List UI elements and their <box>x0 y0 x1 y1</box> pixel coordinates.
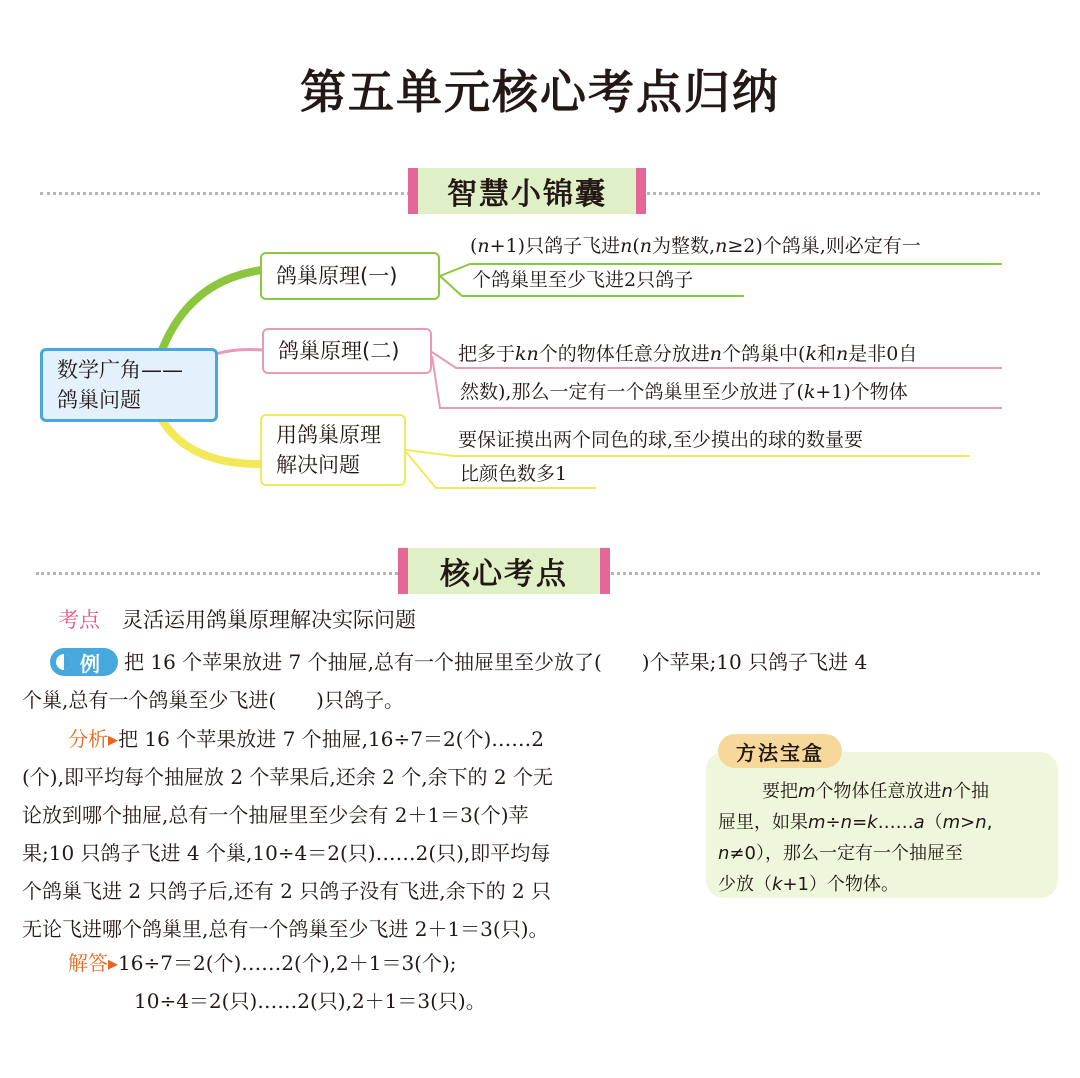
section-banner: 智慧小锦囊 <box>418 168 636 214</box>
leaf-1-line-2: 个鸽巢里至少飞进2只鸽子 <box>472 269 694 291</box>
analysis-block: 分析▸把 16 个苹果放进 7 个抽屉,16÷7＝2(个)……2 (个),即平均每个抽屉放 2 个苹果后,还余 2 个,余下的 2 个无 论放到哪个抽屉,总有一个抽屉里至少会有 2＋1＝3(个)苹 果;10 只鸽子飞进 4 个巢,10÷4＝2(只)……2(只),即平均每 个鸽巢飞进 2 只鸽子后,还有 2 只鸽子没有飞进,余下的 2 只 无论飞进哪个鸽巢里,总有一个鸽巢至少飞进 2＋1＝3(只)。 <box>22 727 553 941</box>
connector-branch-3 <box>162 420 262 464</box>
tip-text: 要把m个物体任意放进n个抽 屉里，如果m÷n=k……a（m>n, n≠0），那么一定有一个抽屉至 少放（k+1）个物体。 <box>718 781 993 895</box>
mindmap-branch-1: 鸽巢原理(一) <box>260 252 440 300</box>
analysis-label: 分析▸ <box>68 727 119 751</box>
example-badge: 例 <box>50 648 118 676</box>
leaf-1-line-1: (n+1)只鸽子飞进n(n为整数,n≥2)个鸽巢,则必定有一 <box>470 235 921 257</box>
kaodian-line <box>58 604 416 634</box>
example-line-1: 把 16 个苹果放进 7 个抽屉,总有一个抽屉里至少放了( )个苹果;10 只鸽子飞进 4 <box>124 650 868 674</box>
banner-tab-left <box>398 548 408 594</box>
mindmap-root <box>40 348 218 422</box>
tip-title: 方法宝盒 <box>718 734 842 768</box>
mindmap-root-line-2: 鸽巢问题 <box>57 388 141 412</box>
leaf-2-line-2: 然数),那么一定有一个鸽巢里至少放进了(k+1)个物体 <box>460 381 908 403</box>
connector-branch-2 <box>216 350 262 355</box>
mindmap-root-line-1: 数学广角—— <box>57 358 183 382</box>
leaf-3-line-2: 比颜色数多1 <box>460 463 568 485</box>
section-banner: 核心考点 <box>408 548 600 594</box>
example-dot-icon <box>56 654 72 670</box>
connector-branch-1 <box>162 270 262 350</box>
mindmap-branch-2: 鸽巢原理(二) <box>262 328 432 374</box>
banner-tab-right <box>636 168 646 214</box>
mindmap-branch-3-line-1: 用鸽巢原理 <box>276 423 381 447</box>
page-title: 第五单元核心考点归纳 <box>300 65 780 119</box>
kaodian-label: 考点 <box>58 608 100 632</box>
example-line-2: 个巢,总有一个鸽巢至少飞进( )只鸽子。 <box>22 688 404 712</box>
mindmap-branch-3-line-2: 解决问题 <box>276 453 360 477</box>
leaf-3-line-1: 要保证摸出两个同色的球,至少摸出的球的数量要 <box>458 429 864 451</box>
answer-line-2: 10÷4＝2(只)……2(只),2＋1＝3(只)。 <box>134 989 486 1013</box>
answer-line-1: 解答▸16÷7＝2(个)……2(个),2＋1＝3(个); <box>68 951 457 975</box>
mindmap-branch-3 <box>260 414 406 486</box>
kaodian-text: 灵活运用鸽巢原理解决实际问题 <box>122 608 416 632</box>
leaf-2-line-1: 把多于kn个的物体任意分放进n个鸽巢中(k和n是非0自 <box>458 343 918 365</box>
banner-tab-right <box>600 548 610 594</box>
banner-tab-left <box>408 168 418 214</box>
answer-label: 解答▸ <box>68 951 119 975</box>
